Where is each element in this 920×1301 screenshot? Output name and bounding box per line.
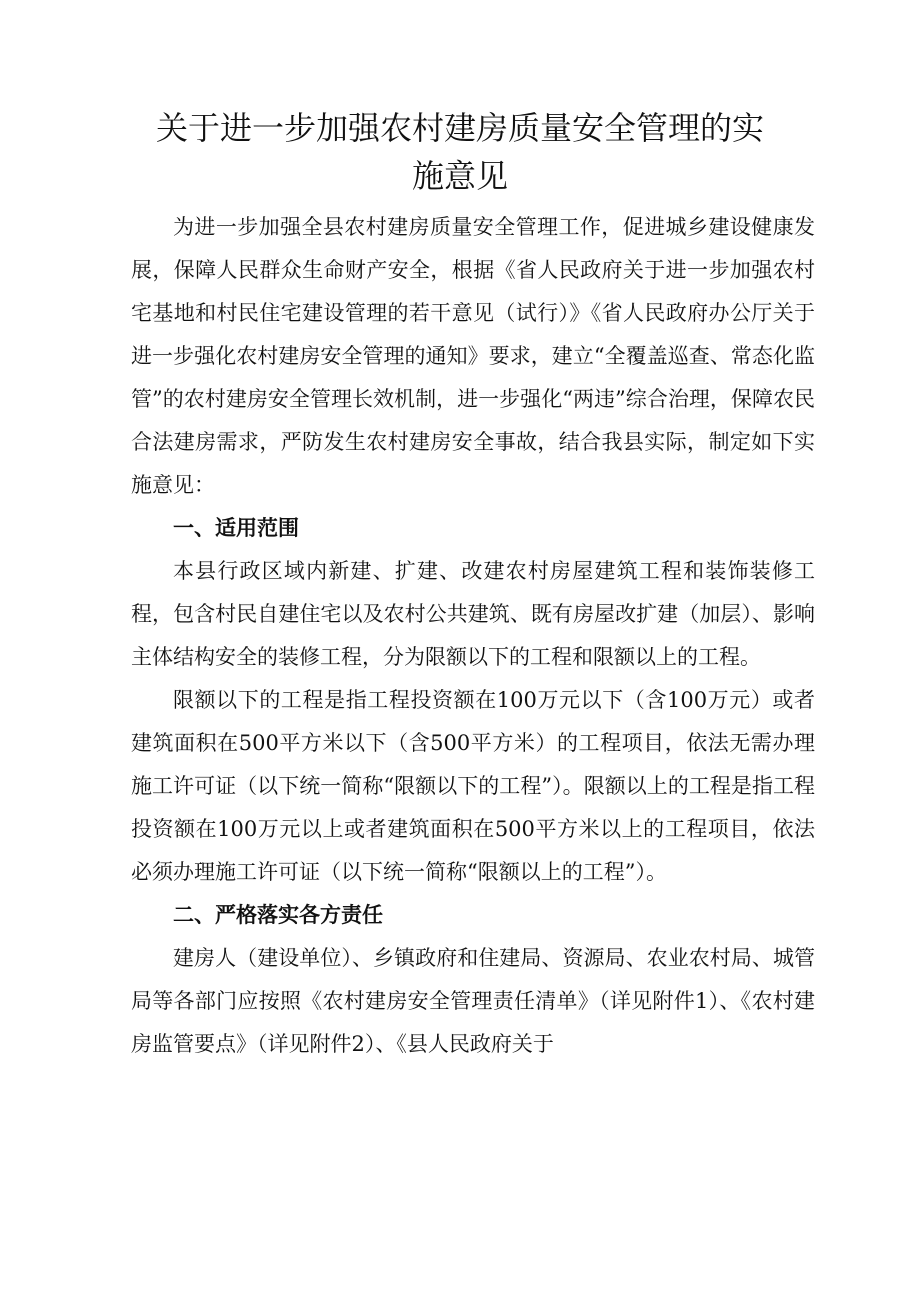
responsibility-paragraph-1: 建房人（建设单位）、乡镇政府和住建局、资源局、农业农村局、城管局等各部门应按照《农村建房安全管理责任清单》（详见附件1）、《农村建房监管要点》（详见附件2）、《县人民政府关于 xyxy=(131,946,815,1056)
scope-paragraph-1: 本县行政区域内新建、扩建、改建农村房屋建筑工程和装饰装修工程，包含村民自建住宅以及农村公共建筑、既有房屋改扩建（加层）、影响主体结构安全的装修工程，分为限额以下的工程和限额以上的工程。 xyxy=(131,559,815,669)
document-title-line-1: 关于进一步加强农村建房质量安全管理的实 xyxy=(155,109,764,147)
section-heading-responsibility: 二、严格落实各方责任 xyxy=(173,903,383,927)
document-body xyxy=(131,206,815,1066)
section-heading-scope: 一、适用范围 xyxy=(173,516,299,540)
document-title-line-2: 施意见 xyxy=(411,157,508,195)
intro-paragraph: 为进一步加强全县农村建房质量安全管理工作，促进城乡建设健康发展，保障人民群众生命财产安全，根据《省人民政府关于进一步加强农村宅基地和村民住宅建设管理的若干意见（试行）》《省人民政府办公厅关于进一步强化农村建房安全管理的通知》要求，建立“全覆盖巡查、常态化监管”的农村建房安全管理长效机制，进一步强化“两违”综合治理，保障农民合法建房需求，严防发生农村建房安全事故，结合我县实际，制定如下实施意见： xyxy=(131,215,815,497)
scope-paragraph-2: 限额以下的工程是指工程投资额在100万元以下（含100万元）或者建筑面积在500平方米以下（含500平方米）的工程项目，依法无需办理施工许可证（以下统一简称“限额以下的工程”）。限额以上的工程是指工程投资额在100万元以上或者建筑面积在500平方米以上的工程项目，依法必须办理施工许可证（以下统一简称“限额以上的工程”）。 xyxy=(131,688,815,884)
